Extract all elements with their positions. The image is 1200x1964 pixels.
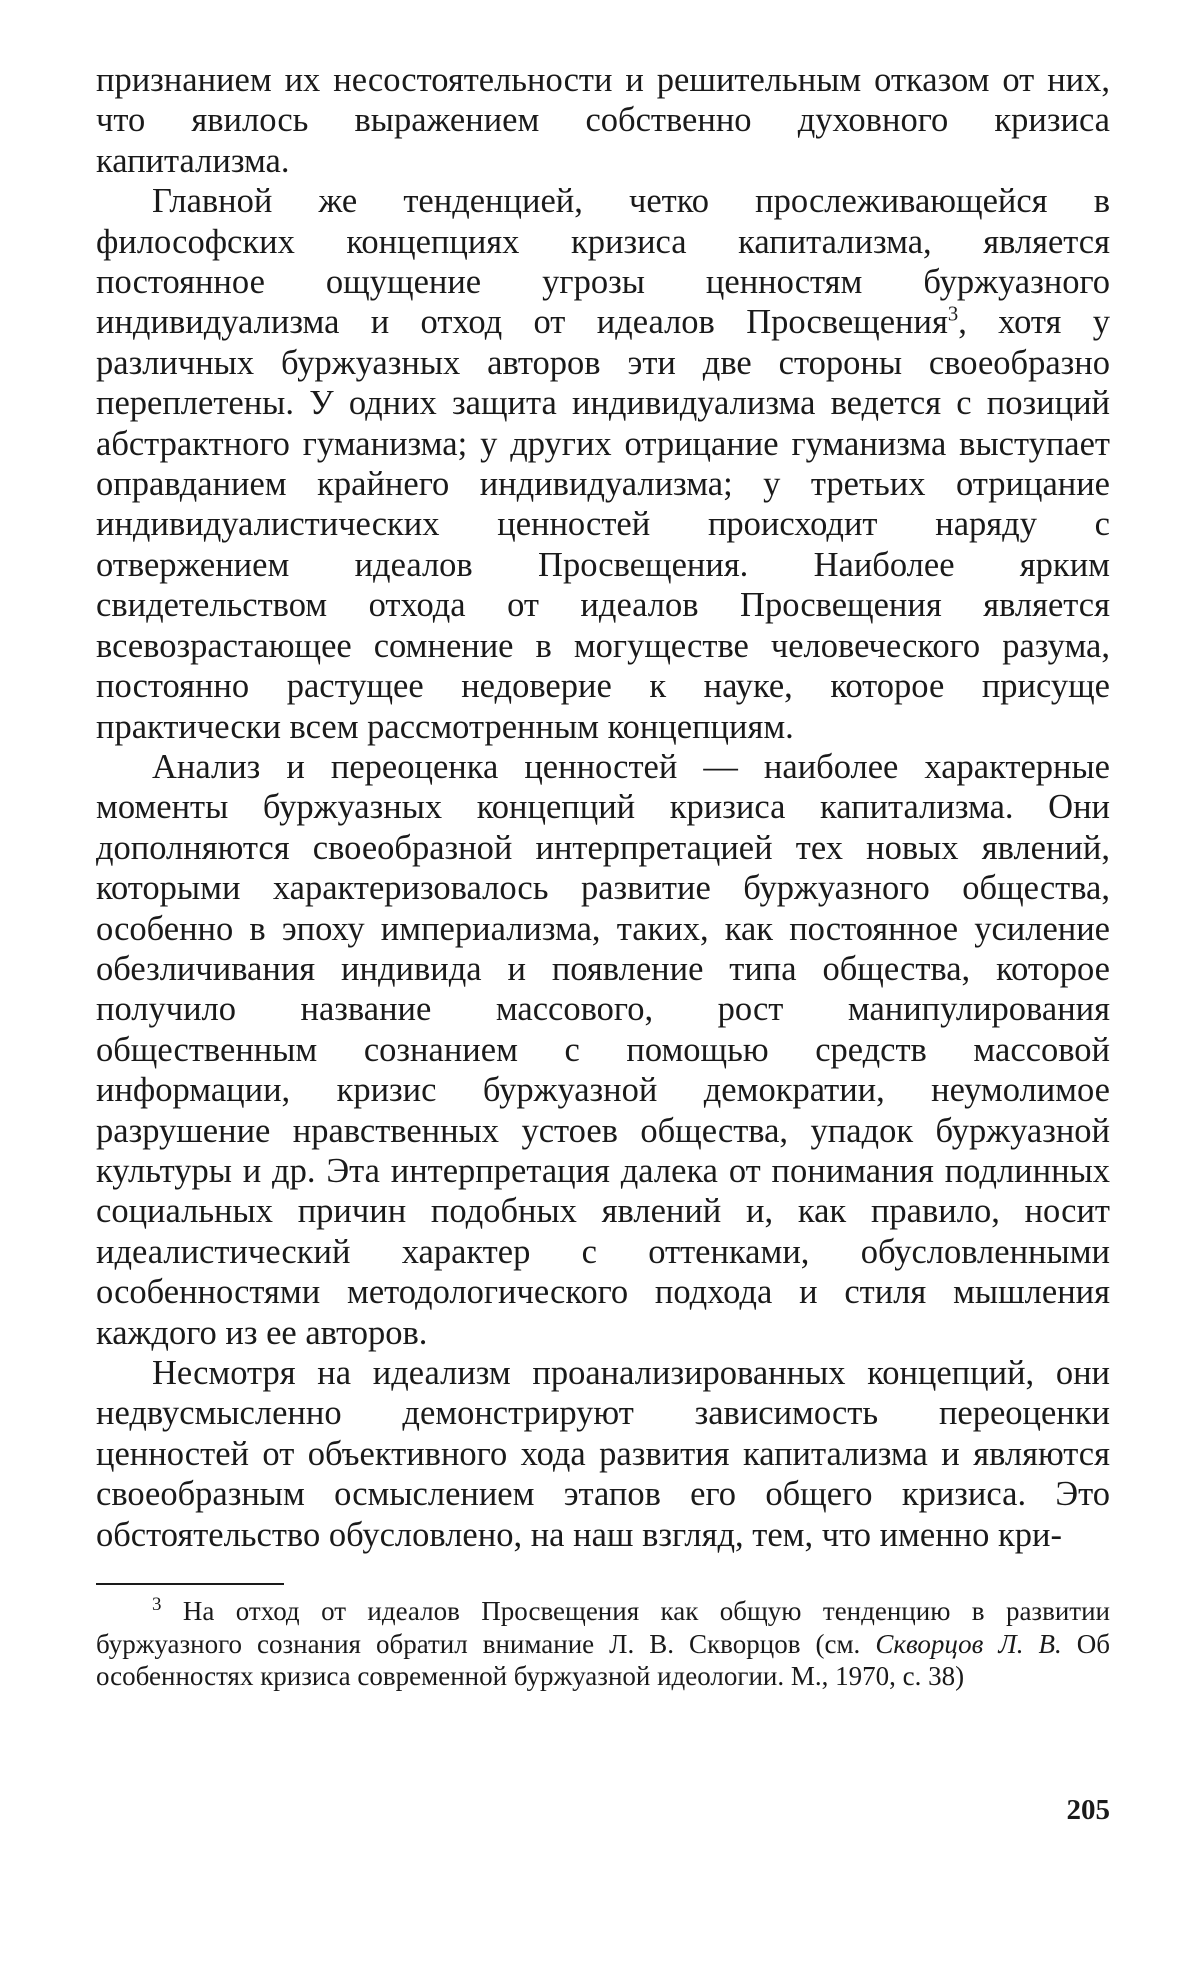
footnote xyxy=(96,1595,1110,1693)
footnote-author-italic: Скворцов Л. В. xyxy=(875,1628,1062,1659)
paragraph-4: Несмотря на идеализм проанализированных концепций, они недвусмысленно демонстрируют зависимость переоценки ценностей от объективного хода развития капитализма и являются своеобразным осмыслением этапов его общего кризиса. Это обстоятельство обусловлено, на наш взгляд, тем, что именно кри- xyxy=(96,1354,1110,1554)
footnote-text-start: На отход от идеалов Просвещения как общую тенденцию в развитии буржуазного сознания обратил внимание Л. В. Скворцов (см. xyxy=(96,1596,1110,1659)
footnote-mark: 3 xyxy=(152,1594,162,1616)
page-body xyxy=(96,60,1110,1693)
paragraph-2-text-start: Главной же тенденцией, четко прослеживающейся в философских концепциях кризиса капитализма, является постоянное ощущение угрозы ценностям буржуазного индивидуализма и отход от идеалов Просвещения xyxy=(96,182,1110,342)
footnote-text-end: Об особенностях кризиса современной буржуазной идеологии. М., 1970, с. 38) xyxy=(96,1628,1110,1692)
paragraph-2-text-end: , хотя у различных буржуазных авторов эти две стороны своеобразно переплетены. У одних защита индивидуализма ведется с позиций абстрактного гуманизма; у других отрицание гуманизма выступает оправданием крайнего индивидуализма; у третьих отрицание индивидуалистических ценностей происходит наряду с отвержением идеалов Просвещения. Наиболее ярким свидетельством отхода от идеалов Просвещения является всевозрастающее сомнение в могуществе человеческого разума, постоянно растущее недоверие к науке, которое присуще практически всем рассмотренным концепциям. xyxy=(96,303,1110,746)
paragraph-3: Анализ и переоценка ценностей — наиболее характерные моменты буржуазных концепций кризиса капитализма. Они дополняются своеобразной интерпретацией тех новых явлений, которыми характеризовалось развитие буржуазного общества, особенно в эпоху империализма, таких, как постоянное усиление обезличивания индивида и появление типа общества, которое получило название массового, рост манипулирования общественным сознанием с помощью средств массовой информации, кризис буржуазной демократии, неумолимое разрушение нравственных устоев общества, упадок буржуазной культуры и др. Эта интерпретация далека от понимания подлинных социальных причин подобных явлений и, как правило, носит идеалистический характер с оттенками, обусловленными особенностями методологического подхода и стиля мышления каждого из ее авторов. xyxy=(96,747,1110,1352)
page-number: 205 xyxy=(1066,1794,1110,1826)
footnote-reference: 3 xyxy=(947,303,959,326)
paragraph-1: признанием их несостоятельности и решительным отказом от них, что явилось выражением собственно духовного кризиса капитализма. xyxy=(96,61,1110,180)
footnote-divider xyxy=(96,1583,284,1585)
paragraph-2 xyxy=(96,181,1110,747)
